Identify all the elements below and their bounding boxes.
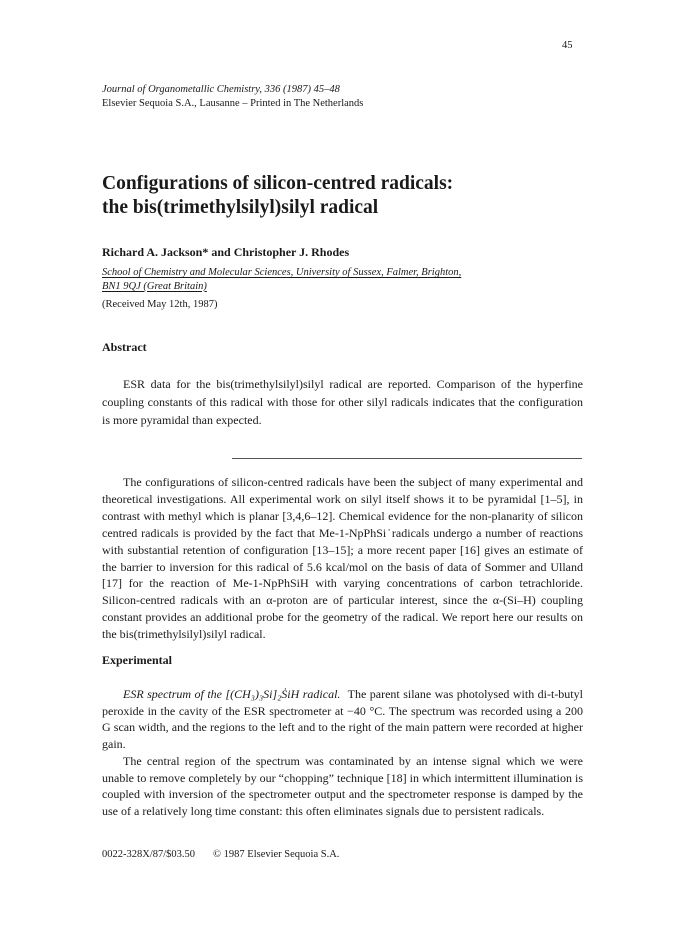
affiliation <box>102 266 461 293</box>
authors: Richard A. Jackson* and Christopher J. Rhodes <box>102 245 350 259</box>
experimental-paragraph-1-text: The parent silane was photolysed with di-t-butyl peroxide in the cavity of the ESR spectrometer at −40 °C. The spectrum was recorded using a 200 G scan width, and the regions to the left and to the right of the main pattern were recorded at higher gain. <box>102 687 583 752</box>
affiliation-line-1: School of Chemistry and Molecular Sciences, University of Sussex, Falmer, Brighton, <box>102 267 462 278</box>
page-number: 45 <box>562 40 573 51</box>
price-code: 0022-328X/87/$03.50 <box>102 849 196 860</box>
title-line-2: the bis(trimethylsilyl)silyl radical <box>102 197 379 218</box>
paper-title <box>102 172 582 220</box>
experimental-paragraph-2: The central region of the spectrum was contaminated by an intense signal which we were unable to remove completely by our “chopping” technique [18] in which intermittent illumination is coupled with inversion of the spectrometer output and the spectrometer response is damped by the use of a relatively long time constant: this often eliminates signals due to persistent radicals. <box>102 754 583 819</box>
affiliation-line-2: BN1 9QJ (Great Britain) <box>102 280 207 292</box>
section-divider <box>232 458 582 459</box>
title-line-1: Configurations of silicon-centred radicals: <box>102 173 454 194</box>
copyright: © 1987 Elsevier Sequoia S.A. <box>213 849 340 860</box>
experimental-heading: Experimental <box>102 653 172 667</box>
journal-citation: Journal of Organometallic Chemistry, 336 (1987) 45–48 <box>102 84 340 95</box>
abstract-heading: Abstract <box>102 340 147 354</box>
publisher-line: Elsevier Sequoia S.A., Lausanne – Printed in The Netherlands <box>102 97 364 109</box>
experimental-paragraph-1 <box>102 686 583 753</box>
footer <box>102 849 339 860</box>
received-date: (Received May 12th, 1987) <box>102 299 218 310</box>
introduction-paragraph: The configurations of silicon-centred radicals have been the subject of many experimental and theoretical investigations. All experimental work on silyl itself shows it to be pyramidal [1–5], in contrast with methyl which is planar [3,4,6–12]. Chemical evidence for the non-planarity of silicon centred radicals is provided by the fact that Me-1-NpPhSi˙radicals undergo a number of reactions with substantial retention of configuration [13–15]; a more recent paper [16] gives an estimate of the barrier to inversion for this radical of 5.6 kcal/mol on the basis of data of Sommer and Ulland [17] for the reaction of Me-1-NpPhSiH with varying concentrations of carbon tetrachloride. Silicon-centred radicals with an α-proton are of particular interest, since the α-(Si–H) coupling constant provides an additional probe for the geometry of the radical. We report here our results on the bis(trimethylsilyl)silyl radical. <box>102 475 583 642</box>
experimental-subheading: ESR spectrum of the [(CH₃)₃Si]₂ṠiH radical. <box>123 687 341 701</box>
abstract-text: ESR data for the bis(trimethylsilyl)silyl radical are reported. Comparison of the hyperfine coupling constants of this radical with those for other silyl radicals indicates that the configuration is more pyramidal than expected. <box>102 377 583 427</box>
journal-info <box>102 83 363 110</box>
